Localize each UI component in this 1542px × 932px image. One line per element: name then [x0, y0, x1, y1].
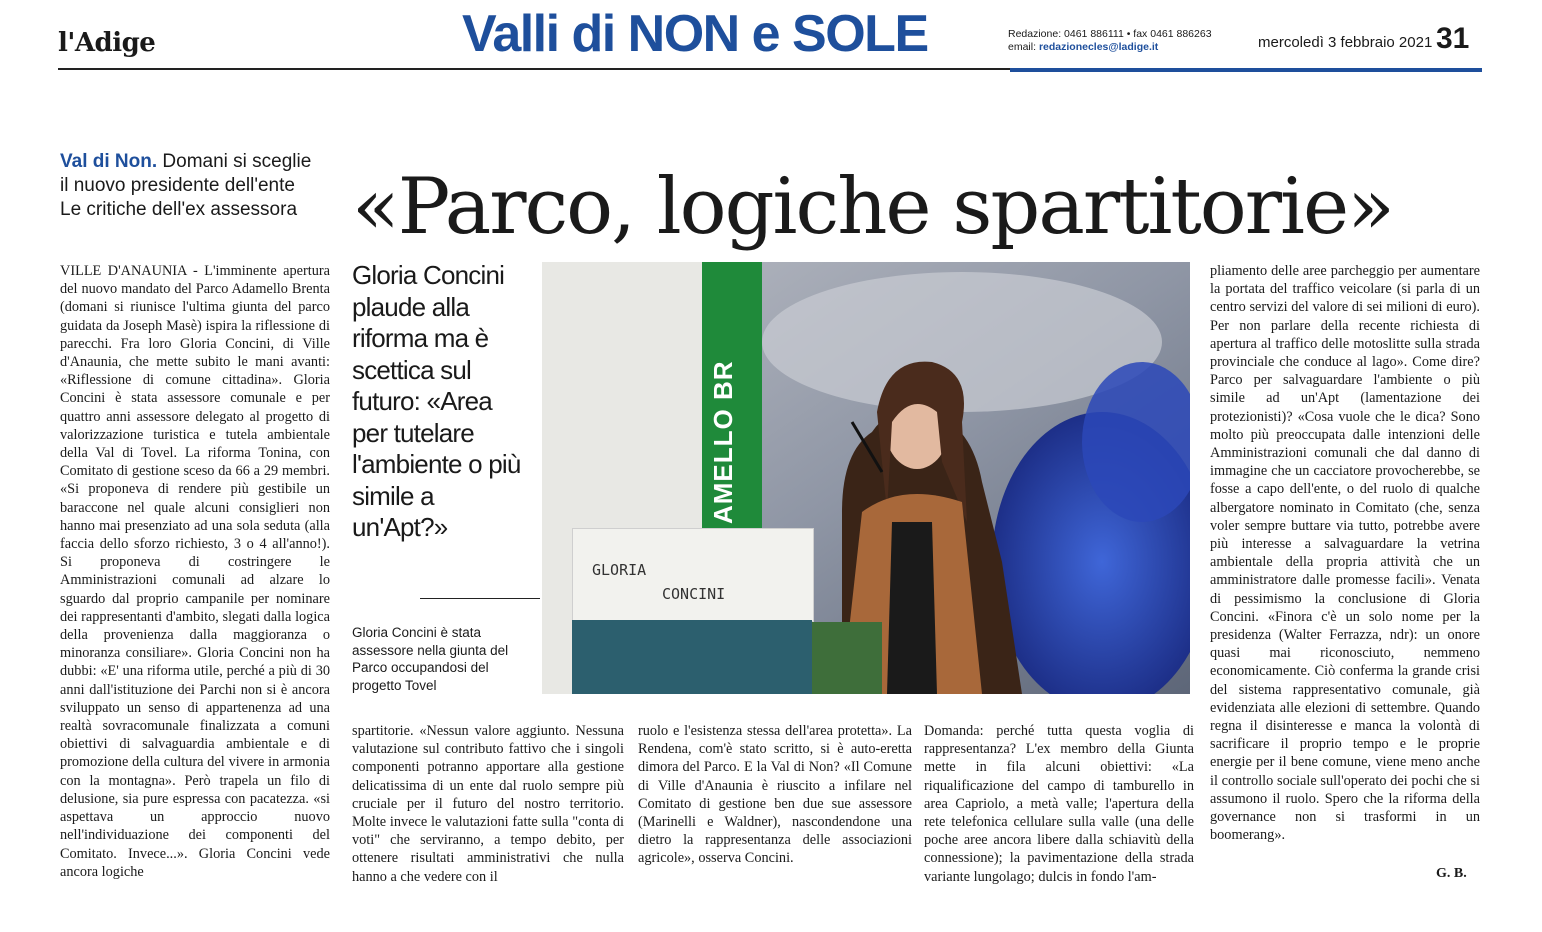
- column-text: ruolo e l'esistenza stessa dell'area protetta». La Rendena, com'è stato scritto, si è auto-eretta dimora del Parco. E la Val di Non? «Il Comune di Ville d'Anaunia è riuscito a infilare nel Comitato di gestione ben due sue assessore (Marinelli e Waldner), nascondendone una dietro la rappresentanza delle associazioni agricole», osserva Concini.: [638, 723, 912, 867]
- section-title: Valli di NON e SOLE: [462, 5, 928, 63]
- podium-base: [572, 620, 812, 694]
- park-banner-text: AMELLO BR: [708, 360, 738, 524]
- contact-phone: Redazione: 0461 886111 • fax 0461 886263: [1008, 28, 1212, 40]
- page-number: 31: [1436, 22, 1470, 55]
- article-column-1: [60, 262, 330, 881]
- column-text: pliamento delle aree parcheggio per aumentare la portata del traffico veicolare (si parla di un centro servizi del valore di sei milioni di euro). Per non parlare della recente richiesta di apertura al traffico delle motoslitte sulla strada provinciale che conduce al lago». Come dire? Parco per salvaguardare l'ambiente o più simile ad un'Apt (lamentazione dei protezionisti)? «Cosa vuole che le dica? Sono molto più preoccupata dalle intenzioni delle Amministrazioni comunali che dal danno di immagine che un cacciatore provocherebbe, se fosse a capo dell'ente, o del ruolo di qualche albergatore nominato in Comitato (che, senza voler sempre buttare via tutto, potrebbe avere più interesse a salvaguardare la vetrina ambientale della propria attività che un amministratore dalle promesse facili». Venata di pessimismo la conclusione di Gloria Concini. «Finora c'è un solo nome per la presidenza (Walter Ferrazza, ndr): un onore quasi mai riconosciuto, nemmeno economicamente. Ciò conferma la grande crisi del sistema rappresentativo comunale, già evidenziata alle elezioni di settembre. Quando regna il disinteresse e manca la volontà di sacrificare il proprio tempo e le proprie energie per il bene comune, viene meno anche il controllo sociale sull'operato dei pochi che si assumono il ruolo. Spero che la riforma della governance non si trasformi in un boomerang».: [1210, 263, 1480, 844]
- article-headline: «Parco, logiche spartitorie»: [352, 162, 1393, 252]
- kicker-line2: il nuovo presidente dell'ente: [60, 175, 295, 196]
- contact-info: [1008, 28, 1212, 54]
- podium-last-name: CONCINI: [662, 585, 726, 603]
- podium-name-text: [592, 558, 792, 606]
- article-column-2: [352, 722, 624, 886]
- article-column-5: [1210, 262, 1480, 845]
- kicker-tag: Val di Non.: [60, 151, 158, 172]
- masthead-accent-bar: [1010, 68, 1482, 72]
- contact-email[interactable]: redazionecles@ladige.it: [1038, 41, 1159, 53]
- article-column-3: [638, 722, 912, 868]
- article-subhead: Gloria Concini plaude alla riforma ma è scettica sul futuro: «Area per tutelare l'ambiente o più simile a un'Apt?»: [352, 260, 521, 542]
- issue-date: mercoledì 3 febbraio 2021: [1258, 34, 1433, 51]
- kicker-line1: Domani si sceglie: [162, 151, 312, 172]
- contact-email-line: [1008, 41, 1212, 54]
- column-text: Domanda: perché tutta questa voglia di rappresentanza? L'ex membro della Giunta mette in fila alcuni obiettivi: «La riqualificazione del campo di tamburello in area Capriolo, a metà valle; l'apertura della rete telefonica cellulare sulla valle (una delle poche aree ancora libere dalla schiavitù della connessione); la pavimentazione della strada variante lungolago; dulcis in fondo l'am-: [924, 723, 1194, 885]
- caption-divider: [420, 598, 540, 599]
- author-signature: G. B.: [1436, 866, 1467, 881]
- podium-first-name: GLORIA: [592, 561, 647, 579]
- column-text: spartitorie. «Nessun valore aggiunto. Nessuna valutazione sul contributo fattivo che i singoli componenti potranno apportare alla gestione delicatissima di un ente dal ruolo sempre più cruciale per il futuro del nostro territorio. Molte invece le valutazioni fatte sulla "conta di voti" che serviranno, a tempo debito, per ottenere risultati amministrativi che nulla hanno a che vedere con il: [352, 723, 624, 885]
- photo-caption: Gloria Concini è stata assessore nella giunta del Parco occupandosi del progetto Tovel: [352, 625, 509, 693]
- article-column-4: [924, 722, 1194, 886]
- article-photo: [542, 262, 1190, 694]
- contact-email-label: email:: [1008, 41, 1039, 53]
- kicker-line3: Le critiche dell'ex assessora: [60, 199, 298, 220]
- kicker: [60, 150, 330, 222]
- newspaper-logo: l'Adige: [58, 28, 156, 58]
- column-text: VILLE D'ANAUNIA - L'imminente apertura del nuovo mandato del Parco Adamello Brenta (domani si riunisce l'ultima giunta del parco guidata da Joseph Masè) ispira la riflessione di parecchi. Fra loro Gloria Concini, di Ville d'Anaunia, che mette subito le mani avanti: «Riflessione di comune cittadina». Gloria Concini è stata assessore comunale e per quattro anni assessore delegato al progetto di valorizzazione turistica e tutela ambientale della Val di Tovel. La riforma Tonina, con Comitato di gestione sceso da 66 a 29 membri. «Si proponeva di rendere più gestibile un baraccone nel quale alcuni consiglieri non hanno mai presenziato ad una sola seduta (alla faccia dello sforzo richiesto, 3 o 4 all'anno!). Si proponeva di costringere le Amministrazioni comunali ad alzare lo sguardo dal proprio campanile per nominare dei rappresentanti d'ambito, slegati dalla logica della provenienza dalla maggioranza o minoranza consiliare». Gloria Concini non ha dubbi: «E' una riforma utile, perché a più di 30 anni dall'istituzione dei Parchi non si è ancora sviluppato un senso di appartenenza ad una realtà sovracomunale finalizzata a comuni obiettivi di salvaguardia ambientale e di promozione della cultura del vivere in armonia con la montagna». Però trapela un filo di delusione, sia pure espressa con pacatezza. «si aspettava un approccio nuovo nell'individuazione dei componenti del Comitato. Invece...». Gloria Concini vede ancora logiche: [60, 263, 330, 880]
